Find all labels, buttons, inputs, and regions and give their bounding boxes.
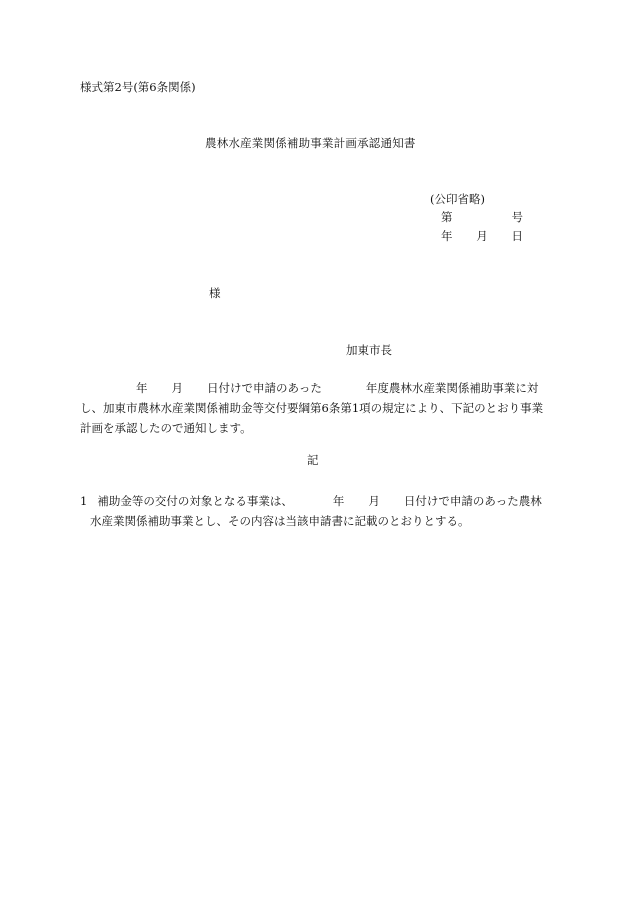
item-1-line-2: 水産業関係補助事業とし、その内容は当該申請書に記載のとおりとする。 bbox=[90, 514, 470, 528]
body-date-applied: 日付けで申請のあった bbox=[207, 381, 322, 395]
item-1-line-1 bbox=[80, 491, 560, 511]
body-fiscal-year-project: 年度農林水産業関係補助事業に対 bbox=[365, 381, 539, 395]
item-1-tail: 日付けで申請のあった農林 bbox=[403, 494, 542, 508]
item-1 bbox=[80, 491, 560, 531]
form-code: 様式第2号(第6条関係) bbox=[80, 80, 196, 94]
number-suffix: 号 bbox=[511, 210, 523, 224]
body-month-label: 月 bbox=[171, 381, 183, 395]
item-1-month-label: 月 bbox=[368, 494, 380, 508]
body-line-2: し、加東市農林水産業関係補助金等交付要綱第6条第1項の規定により、下記のとおり事業 bbox=[80, 401, 544, 415]
date-day: 日 bbox=[511, 229, 523, 243]
document-date-line bbox=[441, 231, 523, 243]
document-title: 農林水産業関係補助事業計画承認通知書 bbox=[205, 136, 416, 150]
date-year: 年 bbox=[441, 229, 453, 243]
body-year-label: 年 bbox=[136, 381, 148, 395]
item-1-number: 1 bbox=[80, 494, 88, 508]
ki-heading: 記 bbox=[307, 453, 319, 467]
addressee-suffix: 様 bbox=[209, 286, 221, 300]
seal-omitted-note: (公印省略) bbox=[430, 192, 485, 206]
number-prefix: 第 bbox=[441, 210, 453, 224]
body-paragraph bbox=[80, 378, 550, 438]
document-number-line bbox=[441, 212, 523, 224]
item-1-year-label: 年 bbox=[332, 494, 345, 508]
item-1-lead: 補助金等の交付の対象となる事業は、 bbox=[97, 494, 293, 508]
issuer-name: 加東市長 bbox=[346, 343, 392, 357]
date-month: 月 bbox=[476, 229, 488, 243]
body-line-3: 計画を承認したので通知します。 bbox=[80, 421, 252, 435]
body-line-1 bbox=[80, 378, 550, 398]
